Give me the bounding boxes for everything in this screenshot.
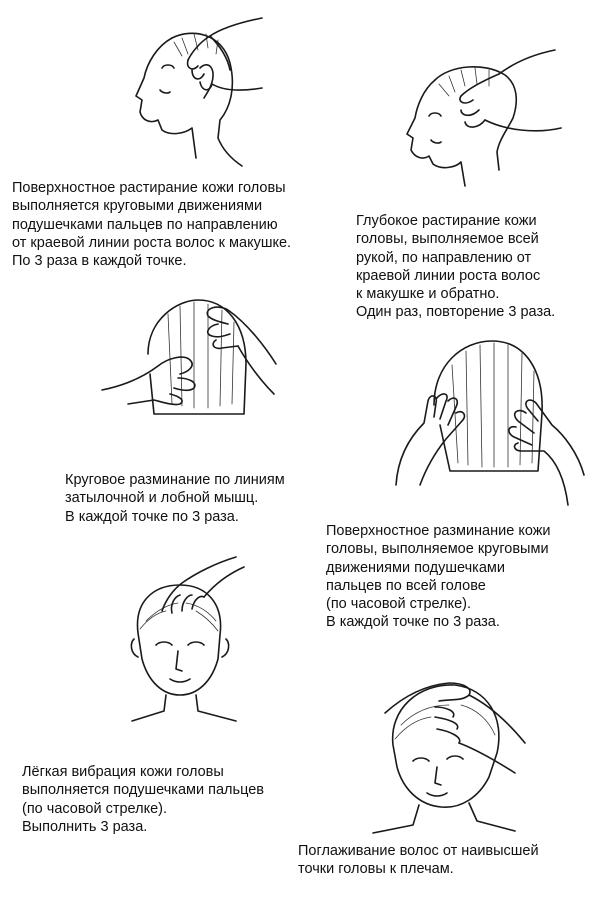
head-front-stroking-icon <box>365 665 535 835</box>
step-2-caption: Глубокое растирание кожи головы, выполняемое всей рукой, по направлению от краевой линии роста волос к макушке и обратно. Один раз, повторение 3 раза. <box>356 213 556 321</box>
step-1-caption: Поверхностное растирание кожи головы выполняется круговыми движениями подушечками пальцев по направлению от краевой линии роста волос к макушке. По 3 раза в каждой точке. <box>12 180 292 270</box>
head-back-kneading-icon <box>98 294 278 454</box>
head-back-two-hands-icon <box>388 335 588 520</box>
head-profile-fingertips-icon <box>112 8 272 178</box>
step-3-caption: Круговое разминание по линиям затылочной и лобной мышц. В каждой точке по 3 раза. <box>65 472 285 525</box>
step-6-caption: Поглаживание волос от наивысшей точки головы к плечам. <box>298 843 539 878</box>
head-profile-palm-icon <box>395 40 565 190</box>
head-front-vibration-icon <box>126 555 246 725</box>
step-5-caption: Лёгкая вибрация кожи головы выполняется подушечками пальцев (по часовой стрелке). Выполнить 3 раза. <box>22 764 264 835</box>
step-4-caption: Поверхностное разминание кожи головы, выполняемое круговыми движениями подушечками пальцев по всей голове (по часовой стрелке). В каждой точке по 3 раза. <box>326 523 551 631</box>
